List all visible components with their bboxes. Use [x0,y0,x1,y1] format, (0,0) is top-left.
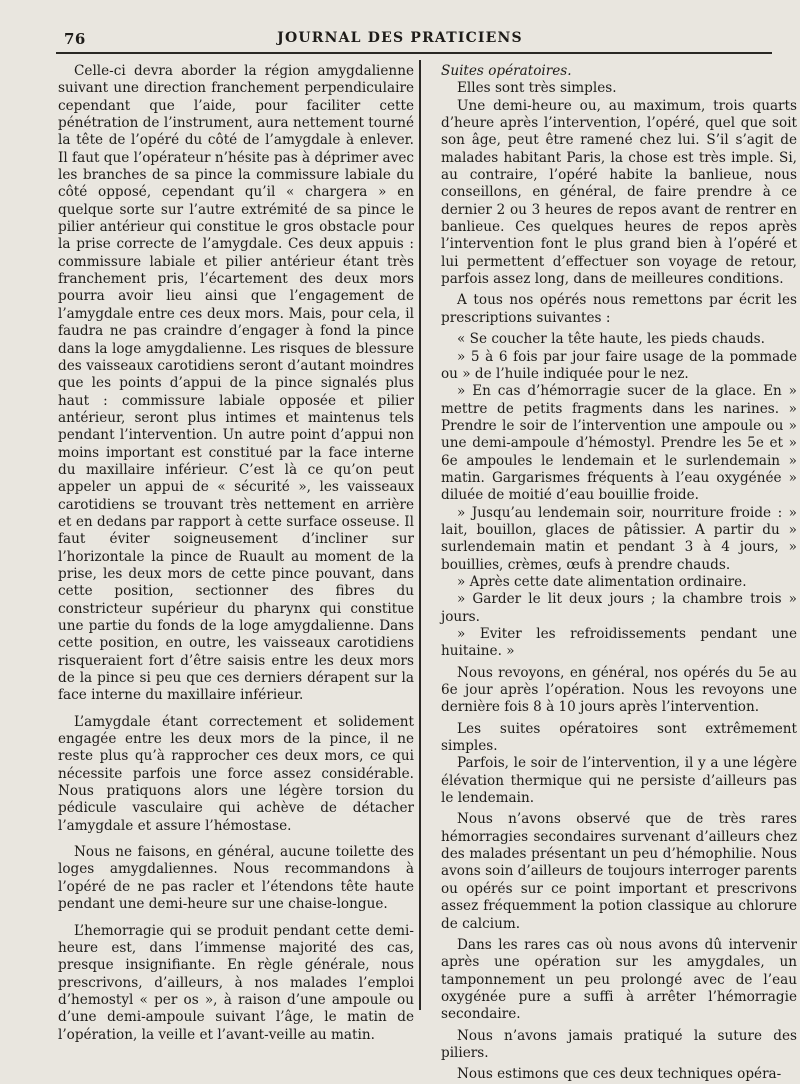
paragraph: Nous n’avons jamais pratiqué la suture des piliers. [441,1027,797,1061]
paragraph: Dans les rares cas où nous avons dû intervenir après une opération sur les amygdales, un tamponnement un peu prolongé avec de l’eau oxygénée pure a suffi à arrêter l’hémorragie secondaire. [441,936,797,1023]
section-heading: Suites opératoires. [441,63,572,79]
prescription-line: » Jusqu’au lendemain soir, nourriture froide : » lait, bouillon, glaces de pâtissier. A partir du » surlendemain matin et pendant 3 à 4 jours, » bouillies, crèmes, œufs à prendre chauds. [441,504,797,573]
paragraph: Celle-ci devra aborder la région amygdalienne suivant une direction franchement perpendiculaire cependant que l’aide, pour faciliter cette pénétration de l’instrument, aura nettement tourné la tête de l’opéré du côté de l’amygdale à enlever. Il faut que l’opérateur n’hésite pas à déprimer avec les branches de sa pince la commissure labiale du côté opposé, cependant qu’il « chargera » en quelque sorte sur l’autre extrémité de sa pince le pilier antérieur qui constitue le gros obstacle pour la prise correcte de l’amygdale. Ces deux appuis : commissure labiale et pilier antérieur étant très franchement pris, l’écartement des deux mors pourra avoir lieu ainsi que l’engagement de l’amygdale entre ces deux mors. Mais, pour cela, il faudra ne pas craindre d’engager à fond la pince dans la loge amygdalienne. Les risques de blessure des vaisseaux carotidiens seront d’autant moindres que les points d’appui de la pince signalés plus haut : commissure labiale opposée et pilier antérieur, seront plus intimes et maintenus tels pendant l’intervention. Un autre point d’appui non moins important est constitué par la face interne du maxillaire inférieur. C’est là ce qu’on peut appeler un appui de « sécurité », les vaisseaux carotidiens se trouvant très nettement en arrière et en dedans par rapport à cette surface osseuse. Il faut éviter soigneusement d’incliner sur l’horizontale la pince de Ruault au moment de la prise, les deux mors de cette pince pouvant, dans cette position, sectionner des fibres du constricteur supérieur du pharynx qui constitue une partie du fonds de la loge amygdalienne. Dans cette position, en outre, les vaisseaux carotidiens risqueraient fort d’être saisis entre les deux mors de la pince si peu que ces derniers dérapent sur la face interne du maxillaire inférieur. [58,63,414,704]
paragraph: Nous revoyons, en général, nos opérés du 5e au 6e jour après l’opération. Nous les revoyons une dernière fois 8 à 10 jours après l’intervention. [441,664,797,716]
running-title: JOURNAL DES PRATICIENS [277,30,523,46]
paragraph: Les suites opératoires sont extrêmement simples. [441,720,797,755]
paragraph: Nous ne faisons, en général, aucune toilette des loges amygdaliennes. Nous recommandons à l’opéré de ne pas racler et l’étendons tête haute pendant une demi-heure sur une chaise-longue. [58,844,414,913]
paragraph: A tous nos opérés nous remettons par écrit les prescriptions suivantes : [441,292,797,326]
paragraph: Nous estimons que ces deux techniques opéra- [457,1066,782,1083]
paragraph: Une demi-heure ou, au maximum, trois quarts d’heure après l’intervention, l’opéré, quel que soit son âge, peut être ramené chez lui. S’il s’agit de malades habitant Paris, la chose est très imple. Si, au contraire, l’opéré habite la banlieue, nous conseillons, en général, de faire prendre à ce dernier 2 ou 3 heures de repos avant de rentrer en banlieue. Ces quelques heures de repos après l’intervention font le plus grand bien à l’opéré et lui permettent d’effectuer son voyage de retour, parfois assez long, dans de meilleures conditions. [441,97,797,288]
paragraph: Nous n’avons observé que de très rares hémorragies secondaires survenant d’ailleurs chez des malades présentant un peu d’hémophilie. Nous avons soin d’ailleurs de toujours interroger parents ou opérés sur ce point important et prescrivons assez fréquemment la potion classique au chlorure de calcium. [441,811,797,932]
prescription-line: » 5 à 6 fois par jour faire usage de la pommade ou » de l’huile indiquée pour le nez. [441,348,797,382]
header-rule [56,52,772,54]
prescription-line: » Garder le lit deux jours ; la chambre trois » jours. [441,591,797,625]
right-column [441,63,797,1084]
paragraph: L’amygdale étant correctement et solidement engagée entre les deux mors de la pince, il ne reste plus qu’à rapprocher ces deux mors, ce qui nécessite parfois une force assez considérable. Nous pratiquons alors une légère torsion du pédicule vasculaire qui achève de détacher l’amygdale et assure l’hémostase. [58,713,414,834]
prescription-line: » En cas d’hémorragie sucer de la glace. En » mettre de petits fragments dans les narines. » Prendre le soir de l’intervention une ampoule ou » une demi-ampoule d’hémostyl. Prendre les 5e et » 6e ampoules le lendemain et le surlendemain » matin. Gargarismes fréquents à l’eau oxygénée » diluée de moitié d’eau bouillie froide. [441,383,797,504]
page-number: 76 [64,30,86,48]
paragraph: Elles sont très simples. [457,80,617,97]
left-column [58,63,414,1044]
prescription-line: « Se coucher la tête haute, les pieds chauds. [457,331,765,348]
prescription-line: » Après cette date alimentation ordinaire. [457,573,747,590]
paragraph: Parfois, le soir de l’intervention, il y a une légère élévation thermique qui ne persiste d’ailleurs pas le lendemain. [441,755,797,807]
page-header [0,0,800,56]
paragraph: L’hemorragie qui se produit pendant cette demi-heure est, dans l’immense majorité des cas, presque insignifiante. En règle générale, nous prescrivons, d’ailleurs, à nos malades l’emploi d’hemostyl « per os », à raison d’une ampoule ou d’une demi-ampoule suivant l’âge, le matin de l’opération, la veille et l’avant-veille au matin. [58,922,414,1043]
prescription-line: » Eviter les refroidissements pendant une huitaine. » [441,626,797,660]
column-rule [419,60,421,1010]
